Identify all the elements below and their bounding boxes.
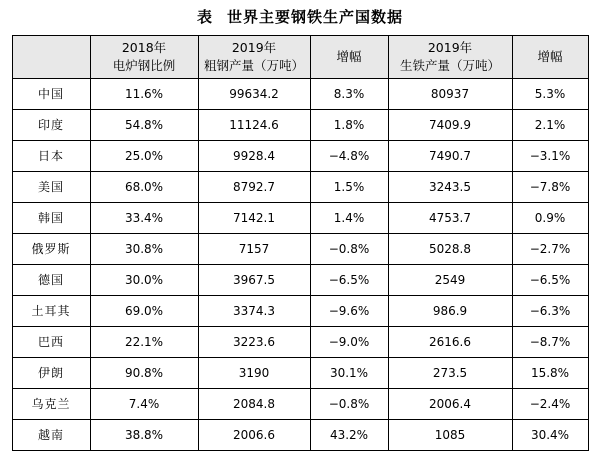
cell-crude-steel: 3374.3 [198,296,310,327]
cell-pig-iron: 80937 [388,79,512,110]
cell-pig-iron-growth: −6.3% [512,296,588,327]
cell-pig-iron: 3243.5 [388,172,512,203]
cell-pig-iron: 1085 [388,420,512,451]
column-header-crude-steel: 2019年 粗钢产量（万吨） [198,36,310,79]
cell-country: 伊朗 [12,358,90,389]
page-title [0,0,600,35]
cell-eaf-share: 30.0% [90,265,198,296]
cell-eaf-share: 11.6% [90,79,198,110]
cell-country: 巴西 [12,327,90,358]
cell-pig-iron: 986.9 [388,296,512,327]
cell-eaf-share: 69.0% [90,296,198,327]
cell-country: 韩国 [12,203,90,234]
cell-eaf-share: 90.8% [90,358,198,389]
column-header-pig-iron-growth: 增幅 [512,36,588,79]
cell-country: 美国 [12,172,90,203]
cell-country: 越南 [12,420,90,451]
column-header-crude-steel-growth: 增幅 [310,36,388,79]
cell-crude-steel: 2006.6 [198,420,310,451]
cell-pig-iron: 7409.9 [388,110,512,141]
cell-eaf-share: 22.1% [90,327,198,358]
cell-crude-steel: 7142.1 [198,203,310,234]
cell-crude-steel-growth: 1.4% [310,203,388,234]
cell-country: 中国 [12,79,90,110]
cell-crude-steel-growth: 1.8% [310,110,388,141]
cell-eaf-share: 25.0% [90,141,198,172]
page-title-prefix: 表 [196,8,213,26]
cell-pig-iron-growth: 5.3% [512,79,588,110]
cell-pig-iron: 2549 [388,265,512,296]
cell-eaf-share: 38.8% [90,420,198,451]
cell-pig-iron: 273.5 [388,358,512,389]
table-row [12,141,588,172]
cell-pig-iron-growth: 2.1% [512,110,588,141]
column-header-eaf-share: 2018年 电炉钢比例 [90,36,198,79]
cell-crude-steel: 3190 [198,358,310,389]
cell-crude-steel-growth: −9.0% [310,327,388,358]
cell-pig-iron-growth: −2.4% [512,389,588,420]
table-row [12,358,588,389]
cell-crude-steel-growth: 1.5% [310,172,388,203]
cell-eaf-share: 54.8% [90,110,198,141]
table-row [12,420,588,451]
table-header [12,36,588,79]
table-body [12,79,588,451]
cell-pig-iron-growth: 15.8% [512,358,588,389]
cell-crude-steel: 3223.6 [198,327,310,358]
cell-pig-iron: 7490.7 [388,141,512,172]
cell-country: 日本 [12,141,90,172]
cell-eaf-share: 7.4% [90,389,198,420]
cell-country: 乌克兰 [12,389,90,420]
cell-crude-steel-growth: 43.2% [310,420,388,451]
cell-pig-iron-growth: −7.8% [512,172,588,203]
cell-country: 德国 [12,265,90,296]
cell-crude-steel: 11124.6 [198,110,310,141]
cell-crude-steel-growth: −9.6% [310,296,388,327]
column-header-pig-iron: 2019年 生铁产量（万吨） [388,36,512,79]
cell-pig-iron-growth: 0.9% [512,203,588,234]
cell-eaf-share: 30.8% [90,234,198,265]
column-header-country [12,36,90,79]
table-header-row [12,36,588,79]
cell-pig-iron-growth: −2.7% [512,234,588,265]
table-row [12,265,588,296]
table-row [12,389,588,420]
cell-crude-steel: 8792.7 [198,172,310,203]
steel-production-table [12,35,589,451]
cell-crude-steel-growth: −6.5% [310,265,388,296]
cell-crude-steel: 3967.5 [198,265,310,296]
cell-pig-iron-growth: −3.1% [512,141,588,172]
cell-crude-steel-growth: 30.1% [310,358,388,389]
table-row [12,110,588,141]
cell-eaf-share: 33.4% [90,203,198,234]
cell-crude-steel: 2084.8 [198,389,310,420]
table-row [12,203,588,234]
cell-pig-iron: 2616.6 [388,327,512,358]
cell-pig-iron: 4753.7 [388,203,512,234]
cell-pig-iron-growth: −6.5% [512,265,588,296]
table-row [12,79,588,110]
cell-pig-iron-growth: 30.4% [512,420,588,451]
cell-pig-iron: 2006.4 [388,389,512,420]
cell-crude-steel-growth: 8.3% [310,79,388,110]
table-row [12,172,588,203]
cell-eaf-share: 68.0% [90,172,198,203]
table-row [12,296,588,327]
cell-crude-steel-growth: −4.8% [310,141,388,172]
cell-country: 俄罗斯 [12,234,90,265]
page-title-text: 世界主要钢铁生产国数据 [227,8,404,26]
cell-crude-steel: 9928.4 [198,141,310,172]
cell-crude-steel: 99634.2 [198,79,310,110]
cell-country: 印度 [12,110,90,141]
cell-crude-steel-growth: −0.8% [310,389,388,420]
cell-country: 土耳其 [12,296,90,327]
cell-crude-steel: 7157 [198,234,310,265]
table-row [12,327,588,358]
cell-pig-iron-growth: −8.7% [512,327,588,358]
cell-crude-steel-growth: −0.8% [310,234,388,265]
table-row [12,234,588,265]
cell-pig-iron: 5028.8 [388,234,512,265]
